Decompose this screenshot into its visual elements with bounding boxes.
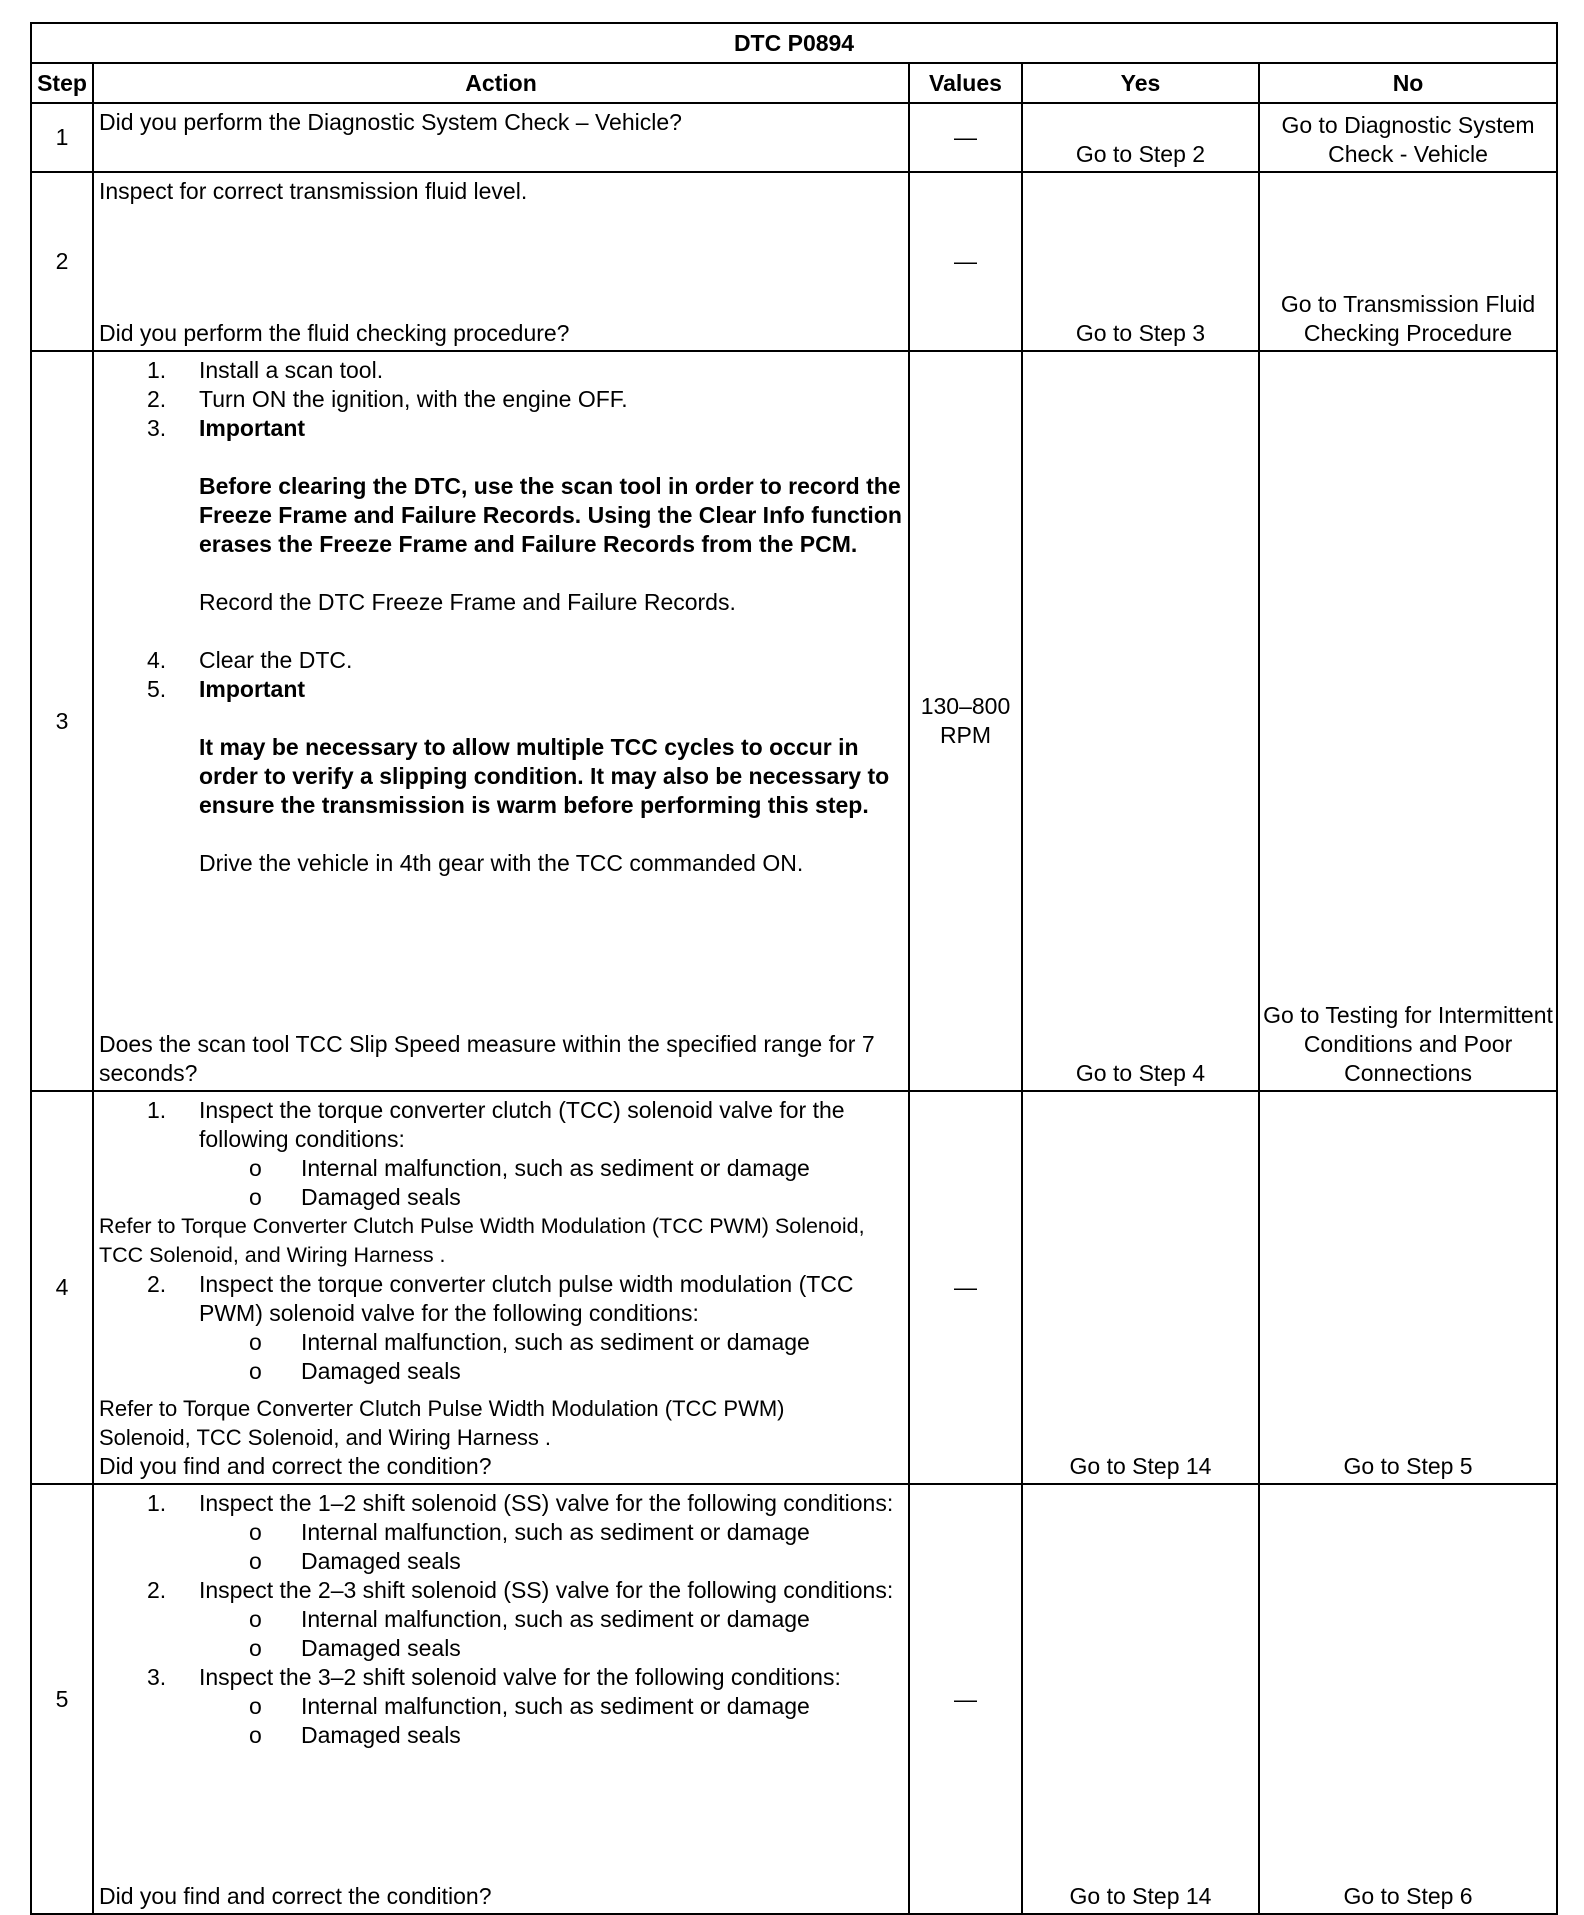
- list-item: [99, 1547, 904, 1576]
- list-item: [99, 1576, 904, 1663]
- list-item: [99, 356, 904, 385]
- item-number: 1.: [147, 357, 167, 383]
- step-number: 5: [31, 1484, 93, 1914]
- condition-list: [199, 1605, 904, 1663]
- list-item: [99, 1605, 904, 1634]
- item-number: 2.: [147, 1577, 167, 1603]
- bullet: o: [249, 1606, 262, 1632]
- list-item: [99, 1663, 904, 1750]
- item-number: 2.: [147, 386, 167, 412]
- table-row-step-4: [31, 1091, 1557, 1484]
- action-question: Does the scan tool TCC Slip Speed measure within the specified range for 7 seconds?: [99, 1031, 875, 1086]
- action-cell: [93, 1484, 909, 1914]
- important-label: Important: [199, 676, 306, 702]
- step-number: 4: [31, 1091, 93, 1484]
- item-text: Record the DTC Freeze Frame and Failure Records.: [199, 589, 736, 615]
- reference-text: Refer to Torque Converter Clutch Pulse Width Modulation (TCC PWM) Solenoid, TCC Solenoid, and Wiring Harness .: [99, 1396, 785, 1450]
- table-row-step-3: [31, 351, 1557, 1091]
- bullet: o: [249, 1722, 262, 1748]
- action-question: Did you find and correct the condition?: [99, 1883, 492, 1909]
- list-item: [99, 1634, 904, 1663]
- step-number: 3: [31, 351, 93, 1091]
- list-item: [99, 1489, 904, 1576]
- list-item: [99, 1328, 904, 1357]
- bullet: o: [249, 1548, 262, 1574]
- values-cell: —: [909, 103, 1022, 172]
- bullet: o: [249, 1329, 262, 1355]
- condition-text: Damaged seals: [301, 1358, 461, 1384]
- action-cell: [93, 1091, 909, 1484]
- values-cell: [909, 351, 1022, 1091]
- action-cell: [93, 172, 909, 351]
- condition-text: Internal malfunction, such as sediment or damage: [301, 1606, 810, 1632]
- procedure-list: [99, 1096, 904, 1212]
- yes-cell: Go to Step 14: [1022, 1484, 1259, 1914]
- diagnostic-table: [30, 22, 1558, 1915]
- no-cell: Go to Transmission Fluid Checking Procedure: [1259, 172, 1557, 351]
- bullet: o: [249, 1155, 262, 1181]
- header-values: Values: [909, 63, 1022, 103]
- item-text: Clear the DTC.: [199, 647, 353, 673]
- procedure-list: [99, 1489, 904, 1750]
- procedure-list: [99, 1270, 904, 1386]
- bullet: o: [249, 1635, 262, 1661]
- list-item: [99, 1270, 904, 1386]
- list-item: [99, 1518, 904, 1547]
- values-text: 130–800 RPM: [920, 693, 1011, 748]
- header-action: Action: [93, 63, 909, 103]
- no-cell: Go to Testing for Intermittent Conditions and Poor Connections: [1259, 351, 1557, 1091]
- item-number: 1.: [147, 1097, 167, 1123]
- diagnostic-table-document: [30, 22, 1556, 1909]
- condition-list: [199, 1328, 904, 1386]
- action-question: Did you perform the Diagnostic System Check – Vehicle?: [99, 109, 682, 135]
- table-row-step-1: [31, 103, 1557, 172]
- bullet: o: [249, 1358, 262, 1384]
- condition-text: Damaged seals: [301, 1184, 461, 1210]
- list-item: [99, 1154, 904, 1183]
- bullet: o: [249, 1693, 262, 1719]
- item-text: Inspect the 1–2 shift solenoid (SS) valve for the following conditions:: [199, 1490, 894, 1516]
- item-text: Inspect the 3–2 shift solenoid valve for the following conditions:: [199, 1664, 841, 1690]
- condition-list: [199, 1518, 904, 1576]
- item-text: Inspect the torque converter clutch (TCC) solenoid valve for the following conditions:: [199, 1097, 845, 1152]
- condition-text: Internal malfunction, such as sediment or damage: [301, 1519, 810, 1545]
- list-item: [99, 414, 904, 646]
- yes-cell: Go to Step 2: [1022, 103, 1259, 172]
- header-no: No: [1259, 63, 1557, 103]
- condition-text: Internal malfunction, such as sediment or damage: [301, 1329, 810, 1355]
- condition-text: Internal malfunction, such as sediment or damage: [301, 1155, 810, 1181]
- header-step: Step: [31, 63, 93, 103]
- action-question: Did you perform the fluid checking procedure?: [99, 320, 570, 346]
- important-label: Important: [199, 415, 306, 441]
- condition-text: Damaged seals: [301, 1722, 461, 1748]
- item-number: 2.: [147, 1271, 167, 1297]
- item-number: 1.: [147, 1490, 167, 1516]
- yes-cell: Go to Step 14: [1022, 1091, 1259, 1484]
- yes-cell: Go to Step 4: [1022, 351, 1259, 1091]
- list-item: [99, 385, 904, 414]
- action-question: Did you find and correct the condition?: [99, 1453, 492, 1479]
- header-yes: Yes: [1022, 63, 1259, 103]
- action-cell: [93, 103, 909, 172]
- condition-list: [199, 1154, 904, 1212]
- item-text: Drive the vehicle in 4th gear with the TCC commanded ON.: [199, 850, 804, 876]
- table-title: DTC P0894: [31, 23, 1557, 63]
- procedure-list: [99, 356, 904, 878]
- item-text: Install a scan tool.: [199, 357, 384, 383]
- table-row-step-2: [31, 172, 1557, 351]
- item-number: 3.: [147, 415, 167, 441]
- list-item: [99, 1357, 904, 1386]
- step-number: 2: [31, 172, 93, 351]
- values-cell: —: [909, 1484, 1022, 1914]
- list-item: [99, 646, 904, 675]
- item-text: Inspect the 2–3 shift solenoid (SS) valve for the following conditions:: [199, 1577, 894, 1603]
- condition-list: [199, 1692, 904, 1750]
- item-text: Turn ON the ignition, with the engine OFF.: [199, 386, 628, 412]
- item-number: 5.: [147, 676, 167, 702]
- list-item: [99, 1183, 904, 1212]
- condition-text: Damaged seals: [301, 1635, 461, 1661]
- yes-cell: Go to Step 3: [1022, 172, 1259, 351]
- list-item: [99, 675, 904, 878]
- important-note: Before clearing the DTC, use the scan tool in order to record the Freeze Frame and Failure Records. Using the Clear Info function erases the Freeze Frame and Failure Records from the PCM.: [199, 473, 902, 557]
- values-cell: —: [909, 172, 1022, 351]
- bullet: o: [249, 1184, 262, 1210]
- values-cell: —: [909, 1091, 1022, 1484]
- list-item: [99, 1096, 904, 1212]
- list-item: [99, 1692, 904, 1721]
- condition-text: Damaged seals: [301, 1548, 461, 1574]
- no-cell: Go to Diagnostic System Check - Vehicle: [1259, 103, 1557, 172]
- action-cell: [93, 351, 909, 1091]
- no-cell: Go to Step 5: [1259, 1091, 1557, 1484]
- item-number: 4.: [147, 647, 167, 673]
- step-number: 1: [31, 103, 93, 172]
- reference-text: Refer to Torque Converter Clutch Pulse Width Modulation (TCC PWM) Solenoid, TCC Solenoid, and Wiring Harness .: [99, 1214, 865, 1267]
- action-intro: Inspect for correct transmission fluid level.: [99, 178, 528, 204]
- condition-text: Internal malfunction, such as sediment or damage: [301, 1693, 810, 1719]
- important-note: It may be necessary to allow multiple TCC cycles to occur in order to verify a slipping condition. It may also be necessary to ensure the transmission is warm before performing this step.: [199, 734, 890, 818]
- item-number: 3.: [147, 1664, 167, 1690]
- bullet: o: [249, 1519, 262, 1545]
- no-cell: Go to Step 6: [1259, 1484, 1557, 1914]
- table-row-step-5: [31, 1484, 1557, 1914]
- list-item: [99, 1721, 904, 1750]
- item-text: Inspect the torque converter clutch pulse width modulation (TCC PWM) solenoid valve for the following conditions:: [199, 1271, 854, 1326]
